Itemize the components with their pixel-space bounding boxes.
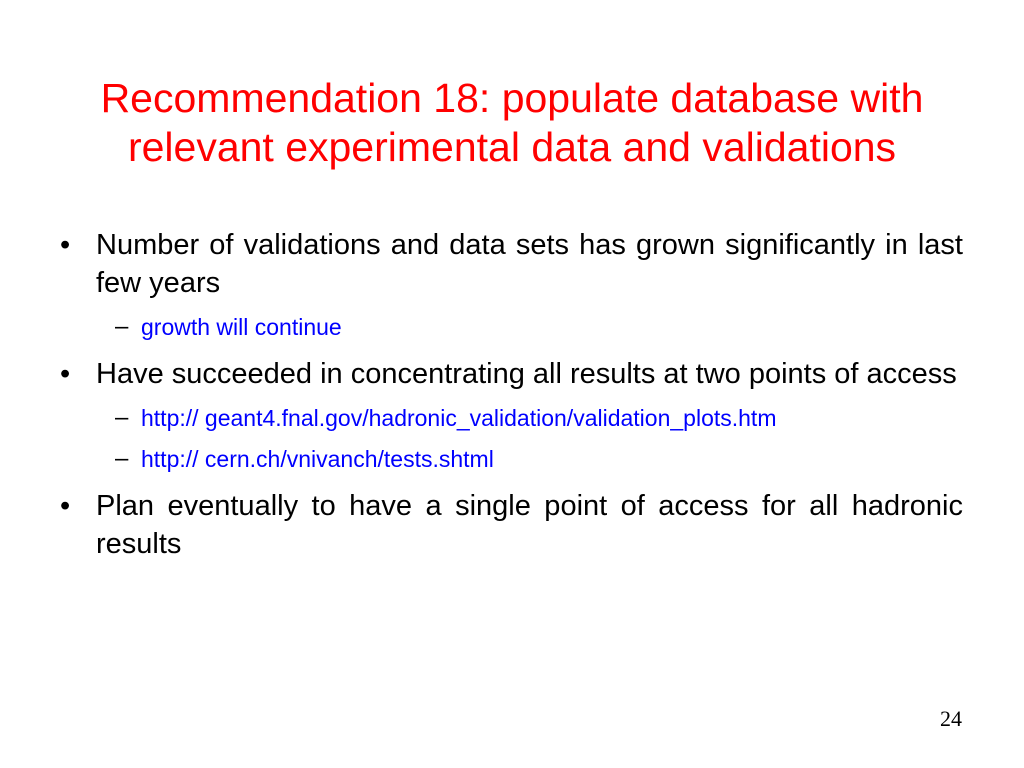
sub-bullet-item [60,312,963,343]
bullet-marker: • [60,229,71,261]
bullet-text: Plan eventually to have a single point of access for all hadronic results [96,490,963,560]
sub-bullet-group [60,312,963,343]
slide-title [40,74,984,172]
bullet-marker: • [60,358,71,390]
sub-bullet-item [60,403,963,434]
slide-title-line-2: relevant experimental data and validations [127,124,897,170]
bullet-text: Number of validations and data sets has grown significantly in last few years [96,229,963,299]
bullet-marker: • [60,490,71,522]
sub-bullet-text: growth will continue [141,314,342,340]
sub-bullet-group [60,403,963,475]
sub-bullet-marker: – [115,404,129,431]
bullet-item [60,226,963,302]
sub-bullet-marker: – [115,313,129,340]
bullet-item [60,355,963,393]
slide-title-line-1: Recommendation 18: populate database with [100,75,924,121]
bullet-item [60,487,963,563]
slide-body [60,226,963,573]
sub-bullet-item [60,444,963,475]
cern-tests-link[interactable]: http:// cern.ch/vnivanch/tests.shtml [141,446,494,472]
fnal-validation-link[interactable]: http:// geant4.fnal.gov/hadronic_validation/validation_plots.htm [141,405,777,431]
bullet-text: Have succeeded in concentrating all results at two points of access [96,358,957,390]
sub-bullet-marker: – [115,445,129,472]
page-number: 24 [940,706,962,731]
